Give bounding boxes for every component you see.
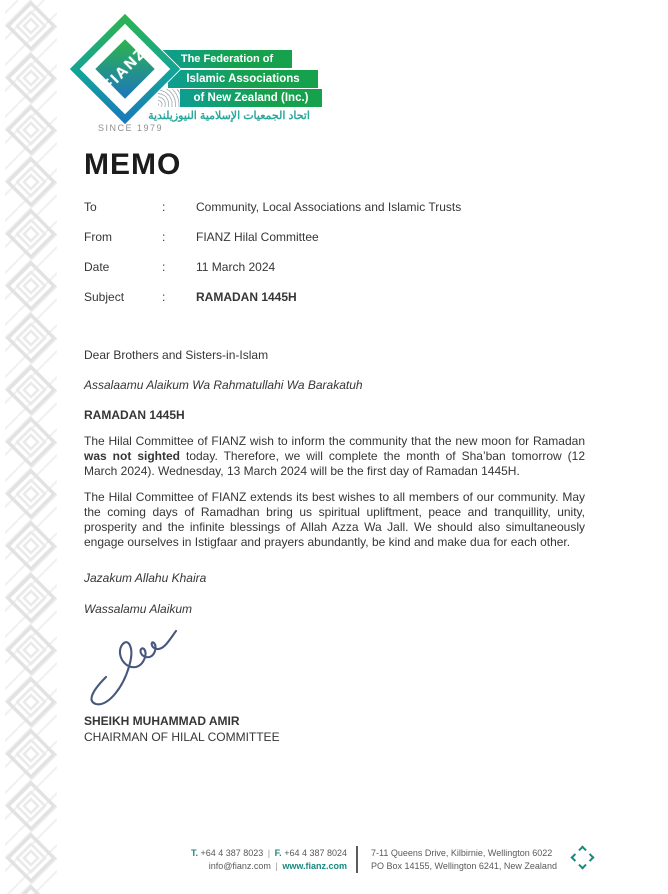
diamond-icon — [570, 845, 594, 869]
separator-pipe: | — [275, 861, 278, 871]
signatory-name: SHEIKH MUHAMMAD AMIR — [84, 714, 240, 728]
field-separator: : — [162, 200, 166, 214]
field-value: Community, Local Associations and Islamic Trusts — [196, 200, 462, 214]
field-label: From — [84, 230, 112, 244]
swirl-graphic — [158, 89, 180, 107]
field-row-date — [84, 261, 585, 274]
field-label: Date — [84, 260, 110, 274]
field-value: FIANZ Hilal Committee — [196, 230, 319, 244]
field-label: Subject — [84, 290, 125, 304]
fianz-letterhead — [84, 28, 404, 140]
field-value: 11 March 2024 — [196, 260, 276, 274]
diamond-inner-border — [80, 24, 171, 115]
banner-line-1 — [162, 50, 292, 68]
banner-line-3-text: of New Zealand (Inc.) — [193, 92, 309, 104]
street-address: 7-11 Queens Drive, Kilbirnie, Wellington 6022 — [371, 848, 553, 858]
phone-label: T. — [190, 848, 198, 858]
field-value-subject: RAMADAN 1445H — [196, 290, 297, 304]
email-address: info@fianz.com — [208, 861, 271, 871]
islamic-greeting: Assalaamu Alaikum Wa Rahmatullahi Wa Barakatuh — [84, 378, 363, 392]
salutation: Dear Brothers and Sisters-in-Islam — [84, 348, 269, 362]
footer-web-line — [90, 860, 347, 873]
diamond-inner-fill — [95, 39, 154, 98]
body-heading: RAMADAN 1445H — [84, 408, 185, 422]
fax-label: F. — [274, 848, 282, 858]
paragraph-1 — [84, 434, 585, 479]
phone-number: +64 4 387 8023 — [200, 848, 264, 858]
memo-fields — [84, 201, 585, 321]
paragraph-2: The Hilal Committee of FIANZ extends its best wishes to all members of our community. May the coming days of Ramadhan bring us spiritual upliftment, peace and tranquillity, unity, prosperity and the infinite blessings of Allah Azza Wa Jall. We should also simultaneously engage ourselves in Istigfaar and prayers abundantly, be kind and make dua for each other. — [84, 490, 585, 549]
banner-line-1-text: The Federation of — [180, 53, 274, 65]
closing-line-2: Wassalamu Alaikum — [84, 602, 193, 616]
fax-number: +64 4 387 8024 — [284, 848, 347, 858]
field-separator: : — [162, 230, 166, 244]
memo-title: MEMO — [84, 148, 182, 181]
letter-body — [84, 345, 585, 745]
since-1979-label: SINCE 1979 — [98, 123, 164, 133]
separator-pipe: | — [267, 848, 271, 858]
banner-line-2-text: Islamic Associations — [186, 73, 300, 85]
arabic-name-text: اتحاد الجمعيات الإسلامية النيوزيلندية — [148, 110, 310, 122]
footer-contact-block — [90, 847, 347, 873]
footer-phone-line — [90, 847, 347, 860]
website-url: www.fianz.com — [282, 861, 347, 871]
field-label: To — [84, 200, 97, 214]
field-row-from — [84, 231, 585, 244]
field-separator: : — [162, 290, 166, 304]
footer-address-block — [371, 847, 557, 873]
paragraph-1-pre: The Hilal Committee of FIANZ wish to inform the community that the new moon for Ramadan — [84, 434, 585, 448]
field-separator: : — [162, 260, 166, 274]
banner-line-3 — [180, 89, 322, 107]
paragraph-1-post: today. Therefore, we will complete the month of Sha’ban tomorrow (12 March 2024). Wednesday, 13 March 2024 will be the first day of Ramadan 1445H. — [84, 449, 585, 478]
closing-line-1: Jazakum Allahu Khaira — [84, 571, 207, 585]
banner-line-2 — [168, 70, 318, 88]
letter-footer — [0, 845, 668, 885]
diamond-logo-text: FIANZ — [99, 43, 151, 95]
lattice-border-pattern — [5, 0, 57, 894]
handwritten-signature — [84, 623, 234, 707]
footer-divider — [356, 846, 358, 873]
postal-address: PO Box 14155, Wellington 6241, New Zealand — [371, 861, 557, 871]
field-row-subject — [84, 291, 585, 304]
field-row-to — [84, 201, 585, 214]
paragraph-1-bold: was not sighted — [84, 449, 180, 463]
signatory-title: CHAIRMAN OF HILAL COMMITTEE — [84, 730, 280, 744]
